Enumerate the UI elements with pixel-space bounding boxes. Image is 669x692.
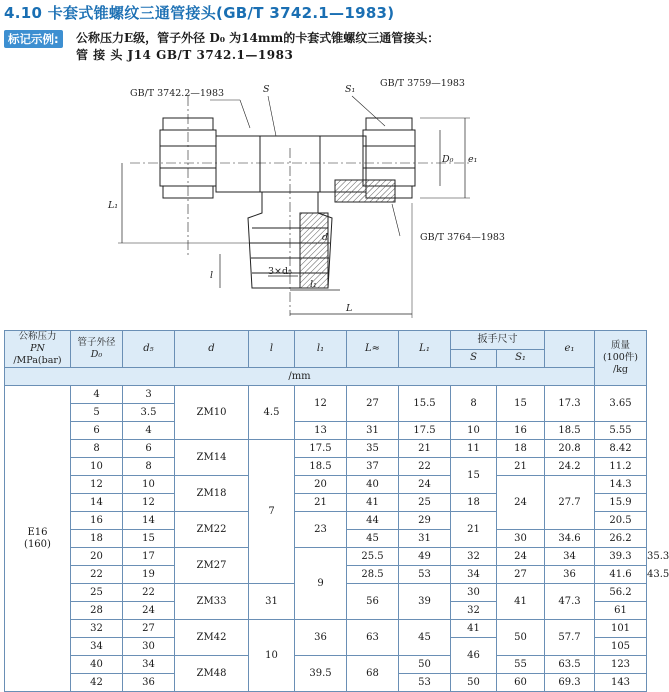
l1-cell: 31	[249, 584, 295, 620]
l-cell: 7	[249, 440, 295, 584]
d0-cell: 6	[71, 422, 123, 440]
L1-cell: 53	[399, 674, 451, 692]
L1-cell: 45	[399, 620, 451, 656]
d0-cell: 16	[71, 512, 123, 530]
header-pn: 公称压力 PN /MPa(bar)	[5, 331, 71, 368]
Lapprox-cell: 53	[399, 566, 451, 584]
e1-cell: 24.2	[545, 458, 595, 476]
S1-cell: 21	[497, 458, 545, 476]
header-S1: S₁	[497, 349, 545, 368]
L1-cell: 32	[451, 548, 497, 566]
Lapprox-cell: 27	[347, 386, 399, 422]
d0-cell: 32	[71, 620, 123, 638]
e1-cell: 57.7	[545, 620, 595, 656]
mass-cell: 143	[595, 674, 647, 692]
d0-cell: 25	[71, 584, 123, 602]
d-cell: ZM33	[175, 584, 249, 620]
e1-cell: 27.7	[545, 476, 595, 530]
S-cell: 11	[451, 440, 497, 458]
S-cell: 10	[451, 422, 497, 440]
label-standard-right: GB/T 3759—1983	[380, 78, 465, 89]
header-wrench: 扳手尺寸	[451, 331, 545, 350]
header-L1: L₁	[399, 331, 451, 368]
S1-cell: 34	[545, 548, 595, 566]
mass-cell: 3.65	[595, 386, 647, 422]
Lapprox-cell: 63	[347, 620, 399, 656]
d5-cell: 15	[123, 530, 175, 548]
l1-cell: 13	[295, 422, 347, 440]
mass-cell: 5.55	[595, 422, 647, 440]
L1-cell: 22	[399, 458, 451, 476]
L1-cell: 31	[399, 530, 451, 548]
Lapprox-cell: 68	[347, 656, 399, 692]
label-standard-bottom: GB/T 3764—1983	[420, 232, 505, 243]
l1-cell: 20	[295, 476, 347, 494]
d5-cell: 3	[123, 386, 175, 404]
l1-cell: 39.5	[295, 656, 347, 692]
d-cell: ZM27	[175, 548, 249, 584]
l-cell: 9	[295, 548, 347, 620]
d5-cell: 22	[123, 584, 175, 602]
l1-cell: 17.5	[295, 440, 347, 458]
L1-cell: 24	[399, 476, 451, 494]
d-cell: ZM22	[175, 512, 249, 548]
l1-cell: 12	[295, 386, 347, 422]
mass-cell: 14.3	[595, 476, 647, 494]
S1-cell: 50	[497, 620, 545, 656]
mass-cell: 56.2	[595, 584, 647, 602]
label-e1: e₁	[468, 154, 478, 165]
mass-cell: 8.42	[595, 440, 647, 458]
header-l: l	[249, 331, 295, 368]
d5-cell: 19	[123, 566, 175, 584]
e1-cell: 20.8	[545, 440, 595, 458]
d5-cell: 8	[123, 458, 175, 476]
d-cell: ZM18	[175, 476, 249, 512]
d-cell: ZM42	[175, 620, 249, 656]
mass-cell: 15.9	[595, 494, 647, 512]
d0-cell: 8	[71, 440, 123, 458]
label-l1: l₁	[310, 279, 317, 290]
d5-cell: 30	[123, 638, 175, 656]
S1-cell: 60	[497, 674, 545, 692]
header-S: S	[451, 349, 497, 368]
S-cell: 32	[451, 602, 497, 620]
l1-cell: 23	[295, 512, 347, 548]
d5-cell: 3.5	[123, 404, 175, 422]
L1-cell: 17.5	[399, 422, 451, 440]
d0-cell: 40	[71, 656, 123, 674]
mass-cell: 123	[595, 656, 647, 674]
e1-cell: 34.6	[545, 530, 595, 548]
e1-cell: 47.3	[545, 584, 595, 620]
l-cell: 10	[249, 620, 295, 692]
Lapprox-cell: 49	[399, 548, 451, 566]
label-d: d	[322, 232, 329, 243]
dimension-table: 公称压力 PN /MPa(bar) 管子外径 D₀ d₅ d l l₁ L≈ L₁ 扳手尺寸 e₁ 质量 (100件) /kg S S₁ /mm E16 (160) 4 3 ZM10 4.5 12 27 15.5 8 15 17.3 3.65 5 3.5 6 4 13 31 17.5 10 16 18.5 5.55 8 6 ZM14 7 17.5 35 21 11 18 20.8 8.42 10 8 18.5 37 22 15 21 24.2 11.2 12 10 ZM18 20 40 24 24 27.7 14.3 14 12 21 41 25 18 15.9 16 14 ZM22 23 44 29 21 20.5 18 15 45 31 30 34.6 26.2 20 17 ZM27 9 25.5 49 32 24 34 39.3 35.3 22 19 28.5 53 34 27 36 41.6 43.5 25 22 ZM33 31 56 39 30 41 47.3 56.2 28 24 32 61 32 27 ZM42 10 36 63 45 41 50 57.7 101 34 30 46 105 40 34 ZM48 39.5 68 50 55 63.5 123 42 36 53 50 60 69.3 143	[4, 330, 647, 692]
label-d0: D₀	[442, 154, 454, 165]
S1-cell: 16	[497, 422, 545, 440]
L1-cell: 29	[399, 512, 451, 530]
Lapprox-cell: 56	[347, 584, 399, 620]
e1-cell: 63.5	[545, 656, 595, 674]
d5-cell: 10	[123, 476, 175, 494]
header-d5: d₅	[123, 331, 175, 368]
l-cell: 4.5	[249, 386, 295, 440]
pn-cell: E16 (160)	[5, 386, 71, 692]
S1-cell: 55	[497, 656, 545, 674]
S-cell: 30	[451, 584, 497, 602]
label-standard-left: GB/T 3742.2—1983	[130, 88, 225, 99]
d-cell: ZM14	[175, 440, 249, 476]
S1-cell: 15	[497, 386, 545, 422]
label-3xd5: 3×d₅	[268, 266, 292, 277]
mass-cell: 26.2	[595, 530, 647, 548]
header-l1: l₁	[295, 331, 347, 368]
d0-cell: 42	[71, 674, 123, 692]
d5-cell: 36	[123, 674, 175, 692]
d5-cell: 14	[123, 512, 175, 530]
label-l: l	[210, 270, 214, 281]
d0-cell: 12	[71, 476, 123, 494]
d5-cell: 34	[123, 656, 175, 674]
Lapprox-cell: 44	[347, 512, 399, 530]
l1-cell: 28.5	[347, 566, 399, 584]
S-cell: 24	[497, 548, 545, 566]
d0-cell: 18	[71, 530, 123, 548]
L1-cell: 34	[451, 566, 497, 584]
header-d0: 管子外径 D₀	[71, 331, 123, 368]
L1-cell: 39	[399, 584, 451, 620]
d-cell: ZM10	[175, 386, 249, 440]
tee-fitting-drawing	[0, 68, 650, 330]
d5-cell: 12	[123, 494, 175, 512]
S-cell: 18	[451, 494, 497, 512]
mass-cell: 20.5	[595, 512, 647, 530]
e1-cell: 41.6	[595, 566, 647, 584]
S1-cell: 18	[497, 440, 545, 458]
label-l1-big: L₁	[108, 200, 119, 211]
L1-cell: 21	[399, 440, 451, 458]
S-cell: 8	[451, 386, 497, 422]
S-cell: 50	[451, 674, 497, 692]
S-cell: 15	[451, 458, 497, 494]
S-cell: 46	[451, 638, 497, 674]
e1-cell: 69.3	[545, 674, 595, 692]
label-s: S	[263, 84, 270, 95]
header-e1: e₁	[545, 331, 595, 368]
S-cell: 41	[451, 620, 497, 638]
d-cell: ZM48	[175, 656, 249, 692]
Lapprox-cell: 37	[347, 458, 399, 476]
label-s1: S₁	[345, 84, 356, 95]
S1-cell: 36	[545, 566, 595, 584]
l1-cell: 21	[295, 494, 347, 512]
d0-cell: 4	[71, 386, 123, 404]
mass-cell: 11.2	[595, 458, 647, 476]
S-cell: 27	[497, 566, 545, 584]
e1-cell: 18.5	[545, 422, 595, 440]
e1-cell: 17.3	[545, 386, 595, 422]
L1-cell: 50	[399, 656, 451, 674]
header-unit: /mm	[5, 368, 595, 386]
S1-cell: 24	[497, 476, 545, 530]
label-L: L	[346, 303, 353, 314]
d0-cell: 28	[71, 602, 123, 620]
S1-cell: 41	[497, 584, 545, 620]
d5-cell: 17	[123, 548, 175, 566]
l1-cell: 18.5	[295, 458, 347, 476]
header-mass: 质量 (100件) /kg	[595, 331, 647, 386]
d0-cell: 14	[71, 494, 123, 512]
header-L: L≈	[347, 331, 399, 368]
d5-cell: 4	[123, 422, 175, 440]
Lapprox-cell: 40	[347, 476, 399, 494]
Lapprox-cell: 31	[347, 422, 399, 440]
l1-cell: 25.5	[347, 548, 399, 566]
S1-cell: 30	[497, 530, 545, 548]
marking-example-text: 公称压力E级，管子外径 D₀ 为14mm的卡套式锥螺纹三通管接头：	[76, 31, 440, 45]
Lapprox-cell: 45	[347, 530, 399, 548]
header-d: d	[175, 331, 249, 368]
Lapprox-cell: 35	[347, 440, 399, 458]
mass-cell: 105	[595, 638, 647, 656]
d5-cell: 27	[123, 620, 175, 638]
L1-cell: 25	[399, 494, 451, 512]
S-cell: 21	[451, 512, 497, 548]
marking-example-designation: 管 接 头 J14 GB/T 3742.1—1983	[76, 48, 294, 62]
d0-cell: 10	[71, 458, 123, 476]
mass-cell: 61	[595, 602, 647, 620]
mass-cell: 101	[595, 620, 647, 638]
Lapprox-cell: 41	[347, 494, 399, 512]
L1-cell: 15.5	[399, 386, 451, 422]
d5-cell: 6	[123, 440, 175, 458]
marking-example-tag: 标记示例:	[4, 30, 63, 48]
d0-cell: 34	[71, 638, 123, 656]
page-title: 4.10 卡套式锥螺纹三通管接头(GB/T 3742.1—1983)	[4, 4, 395, 22]
d5-cell: 24	[123, 602, 175, 620]
e1-cell: 39.3	[595, 548, 647, 566]
d0-cell: 5	[71, 404, 123, 422]
d0-cell: 22	[71, 566, 123, 584]
l1-cell: 36	[295, 620, 347, 656]
d0-cell: 20	[71, 548, 123, 566]
